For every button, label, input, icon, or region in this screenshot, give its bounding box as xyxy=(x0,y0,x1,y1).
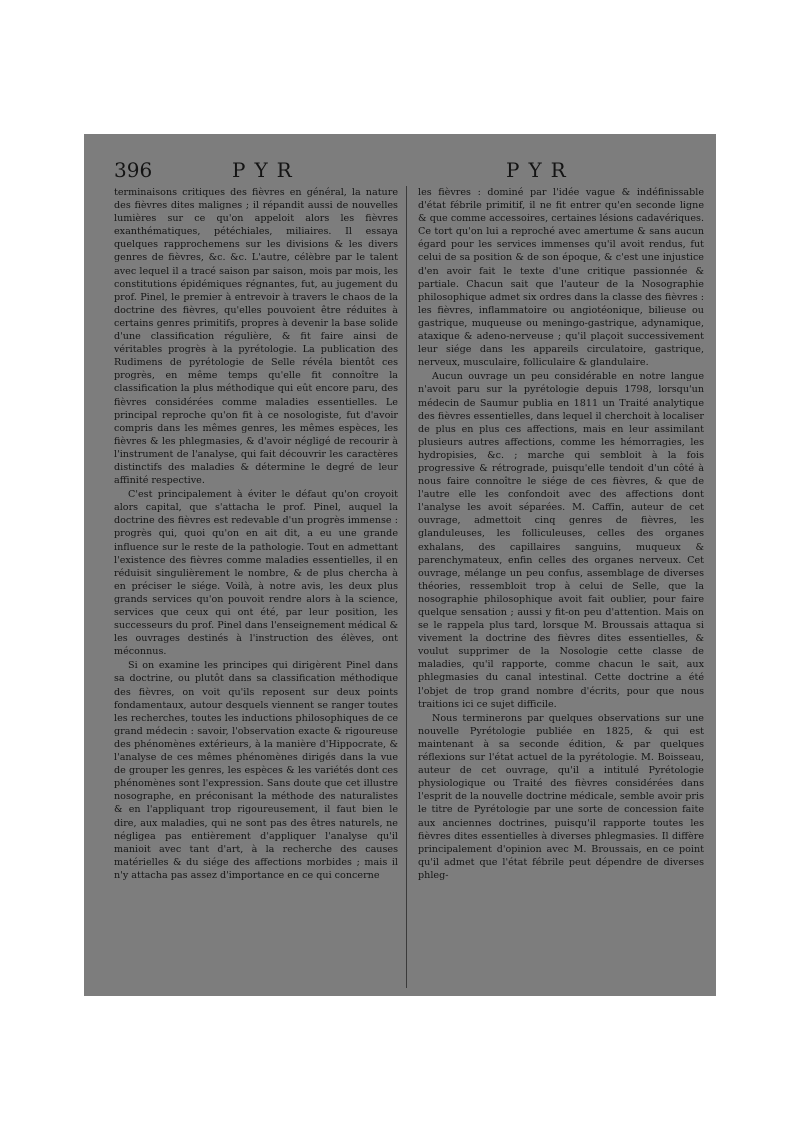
paragraph: Nous terminerons par quelques observations sur une nouvelle Pyrétologie publiée en 1825, & qui est maintenant à sa seconde édition, & par quelques réflexions sur l'état actuel de la pyrétologie. M. Boisseau, auteur de cet ouvrage, qu'il a intitulé Pyrétologie physiologique ou Traité des fièvres considérées dans l'esprit de la nouvelle doctrine médicale, semble avoir pris le titre de Pyrétologie par une sorte de concession faite aux anciennes doctrines, puisqu'il rapporte toutes les fièvres dites essentielles à diverses phlegmasies. Il diffère principalement d'opinion avec M. Broussais, en ce point qu'il admet que l'état fébrile peut dépendre de diverses phleg- xyxy=(418,712,704,881)
paragraph: terminaisons critiques des fièvres en général, la nature des fièvres dites malignes ; il répandit aussi de nouvelles lumières sur ce qu'on appeloit alors les fièvres exanthématiques, pétéchiales, miliaires. Il essaya quelques rapprochemens sur les divisions & les divers genres de fièvres, &c. &c. L'autre, célèbre par le talent avec lequel il a tracé saison par saison, mois par mois, les constitutions épidémiques régnantes, fut, au jugement du prof. Pinel, le premier à entrevoir à travers le chaos de la doctrine des fièvres, qu'elles pouvoient être réduites à certains genres primitifs, propres à devenir la base solide d'une classification régulière, & fit faire ainsi de véritables progrès à la pyrétologie. La publication des Rudimens de pyrétologie de Selle révéla bientôt ces progrès, en même temps qu'elle fit connoître la classification la plus méthodique qui eût encore paru, des fièvres considérées comme maladies essentielles. Le principal reproche qu'on fit à ce nosologiste, fut d'avoir compris dans les mêmes genres, les mêmes espèces, les fièvres & les phlegmasies, & d'avoir négligé de recourir à l'instrument de l'analyse, qui fait découvrir les caractères distinctifs des maladies & détermine le degré de leur affinité respective. xyxy=(114,187,398,487)
column-divider xyxy=(406,186,407,988)
text-columns xyxy=(114,186,704,992)
scanned-page-background xyxy=(84,134,716,996)
paragraph: Aucun ouvrage un peu considérable en notre langue n'avoit paru sur la pyrétologie depuis 1798, lorsqu'un médecin de Saumur publia en 1811 un Traité analytique des fièvres essentielles, dans lequel il cherchoit à localiser de plus en plus ces affections, mais en leur assimilant plusieurs autres affections, comme les hémorragies, les hydropisies, &c. ; marche qui sembloit à la fois progressive & rétrograde, puisqu'elle tendoit d'un côté à nous faire connoître le siége de ces fièvres, & que de l'autre elle les confondoit avec des affections dont l'analyse les avoit séparées. M. Caffin, auteur de cet ouvrage, admettoit cinq genres de fièvres, les glanduleuses, les folliculeuses, celles des organes exhalans, des capillaires sanguins, muqueux & parenchymateux, enfin celles des organes nerveux. Cet ouvrage, mélange un peu confus, assemblage de diverses théories, ressembloit trop à celui de Selle, que la nosographie philosophique avoit fait oublier, pour faire quelque sensation ; aussi y fit-on peu d'attention. Mais on se le rappela plus tard, lorsque M. Broussais attaqua si vivement la doctrine des fièvres dites essentielles, & voulut supprimer de la Nosologie cette classe de maladies, qu'il rapporte, comme chacun le sait, aux phlegmasies du canal intestinal. Cette doctrine a été l'objet de trop grand nombre d'écrits, pour que nous traitions ici ce sujet difficile. xyxy=(418,371,704,710)
page-header xyxy=(114,156,700,190)
page-number: 396 xyxy=(114,158,153,182)
running-head-left: PYR xyxy=(232,158,301,182)
paragraph: les fièvres : dominé par l'idée vague & indéfinissable d'état fébrile primitif, il ne fit entrer qu'en seconde ligne & que comme accessoires, certaines lésions cadavériques. Ce tort qu'on lui a reproché avec amertume & sans aucun égard pour les services immenses qu'il avoit rendus, fut celui de sa position & de son époque, & c'est une injustice d'en avoir fait le texte d'une critique passionnée & partiale. Chacun sait que l'auteur de la Nosographie philosophique admet six ordres dans la classe des fièvres : les fièvres, inflammatoire ou angiotéonique, bilieuse ou gastrique, muqueuse ou meningo-gastrique, adynamique, ataxique & adeno-nerveuse ; qu'il plaçoit successivement leur siége dans les appareils circulatoire, gastrique, nerveux, musculaire, folliculaire & glandulaire. xyxy=(418,187,704,369)
paragraph: Si on examine les principes qui dirigèrent Pinel dans sa doctrine, ou plutôt dans sa classification méthodique des fièvres, on voit qu'ils reposent sur deux points fondamentaux, autour desquels viennent se ranger toutes les recherches, toutes les inductions philosophiques de ce grand médecin : savoir, l'observation exacte & rigoureuse des phénomènes extérieurs, à la manière d'Hippocrate, & l'analyse de ces mêmes phénomènes dirigés dans la vue de grouper les genres, les espèces & les variétés dont ces phénomènes sont l'expression. Sans doute que cet illustre nosographe, en préconisant la méthode des naturalistes & en l'appliquant trop rigoureusement, il faut bien le dire, aux maladies, qui ne sont pas des êtres naturels, ne négligea pas entièrement d'appliquer l'analyse qu'il manioit avec tant d'art, à la recherche des causes matérielles & du siége des affections morbides ; mais il n'y attacha pas assez d'importance en ce qui concerne xyxy=(114,660,398,881)
book-page xyxy=(114,156,704,992)
right-column xyxy=(418,186,704,992)
running-head-right: PYR xyxy=(506,158,575,182)
left-column xyxy=(114,186,398,992)
paragraph: C'est principalement à éviter le défaut qu'on croyoit alors capital, que s'attacha le prof. Pinel, auquel la doctrine des fièvres est redevable d'un progrès immense : progrès qui, quoi qu'on en ait dit, a eu une grande influence sur le reste de la pathologie. Tout en admettant l'existence des fièvres comme maladies essentielles, il en réduisit singulièrement le nombre, & de plus chercha à en préciser le siége. Voilà, à notre avis, les deux plus grands services qu'on pouvoit rendre alors à la science, services que ceux qui ont été, par leur position, les successeurs du prof. Pinel dans l'enseignement médical & les ouvrages destinés à l'instruction des élèves, ont méconnus. xyxy=(114,489,398,658)
